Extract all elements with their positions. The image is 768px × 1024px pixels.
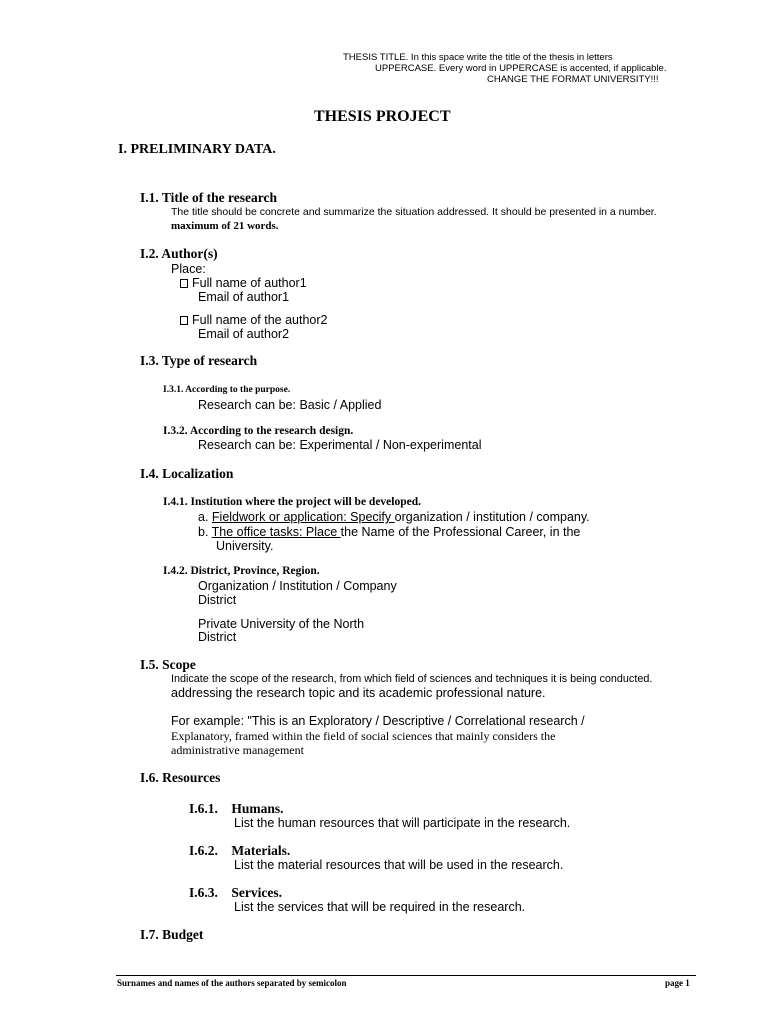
i5-text4: Explanatory, framed within the field of social sciences that mainly considers the xyxy=(171,729,556,743)
i41-item-b-cont: University. xyxy=(216,539,274,553)
i42-line4: District xyxy=(198,630,237,644)
i32-text: Research can be: Experimental / Non-experimental xyxy=(198,438,482,452)
i41-item-a xyxy=(198,510,590,524)
i31-text: Research can be: Basic / Applied xyxy=(198,398,382,412)
item-a-underlined: Fieldwork or application: Specify xyxy=(211,510,395,524)
header-note-line3: CHANGE THE FORMAT UNIVERSITY!!! xyxy=(487,74,659,85)
i42-line2: District xyxy=(198,593,237,607)
author1-email: Email of author1 xyxy=(198,290,290,304)
i5-text3: For example: "This is an Exploratory / Descriptive / Correlational research / xyxy=(171,714,585,728)
i62-text: List the material resources that will be used in the research. xyxy=(234,858,564,872)
i5-text2: addressing the research topic and its academic professional nature. xyxy=(171,686,546,700)
heading-i62: I.6.2. Materials. xyxy=(189,843,291,858)
author2-item xyxy=(180,313,328,327)
place-label: Place: xyxy=(171,262,206,276)
item-a-rest: organization / institution / company. xyxy=(394,510,590,524)
heading-i4: I.4. Localization xyxy=(140,466,234,481)
checkbox-icon xyxy=(180,316,188,325)
footer-rule xyxy=(116,975,696,976)
checkbox-icon xyxy=(180,279,188,288)
heading-i2: I.2. Author(s) xyxy=(140,246,218,261)
author1-item xyxy=(180,276,307,290)
i5-text1: Indicate the scope of the research, from which field of sciences and techniques it is being conducted. xyxy=(171,673,653,685)
header-note-line2: UPPERCASE. Every word in UPPERCASE is accented, if applicable. xyxy=(375,63,667,74)
heading-i3: I.3. Type of research xyxy=(140,353,258,368)
section-preliminary-data: I. PRELIMINARY DATA. xyxy=(118,142,276,157)
i5-text5: administrative management xyxy=(171,743,304,757)
heading-i42: I.4.2. District, Province, Region. xyxy=(163,565,320,577)
heading-i1: I.1. Title of the research xyxy=(140,190,277,205)
author1-name: Full name of author1 xyxy=(192,276,307,290)
heading-i41: I.4.1. Institution where the project will be developed. xyxy=(163,496,421,508)
footer-authors: Surnames and names of the authors separated by semicolon xyxy=(117,978,347,988)
i41-item-b xyxy=(198,525,580,539)
heading-i32: I.3.2. According to the research design. xyxy=(163,425,354,437)
author2-email: Email of author2 xyxy=(198,327,290,341)
header-note-line1: THESIS TITLE. In this space write the title of the thesis in letters xyxy=(343,52,613,63)
i1-bold-text: maximum of 21 words. xyxy=(171,220,279,232)
i1-text: The title should be concrete and summarize the situation addressed. It should be presented in a number. xyxy=(171,206,657,218)
i42-line1: Organization / Institution / Company xyxy=(198,579,397,593)
item-b-prefix: b. xyxy=(198,525,212,539)
document-title: THESIS PROJECT xyxy=(314,108,451,125)
i63-text: List the services that will be required in the research. xyxy=(234,900,526,914)
heading-i61: I.6.1. Humans. xyxy=(189,801,284,816)
author2-name: Full name of the author2 xyxy=(192,313,328,327)
heading-i6: I.6. Resources xyxy=(140,770,221,785)
item-b-underlined: The office tasks: Place xyxy=(211,525,341,539)
item-b-rest: the Name of the Professional Career, in the xyxy=(340,525,581,539)
heading-i5: I.5. Scope xyxy=(140,657,196,672)
heading-i63: I.6.3. Services. xyxy=(189,885,282,900)
i42-line3: Private University of the North xyxy=(198,617,365,631)
heading-i31: I.3.1. According to the purpose. xyxy=(163,385,291,395)
item-a-prefix: a. xyxy=(198,510,212,524)
i61-text: List the human resources that will participate in the research. xyxy=(234,816,571,830)
heading-i7: I.7. Budget xyxy=(140,927,204,942)
footer-page-number: page 1 xyxy=(665,978,690,988)
